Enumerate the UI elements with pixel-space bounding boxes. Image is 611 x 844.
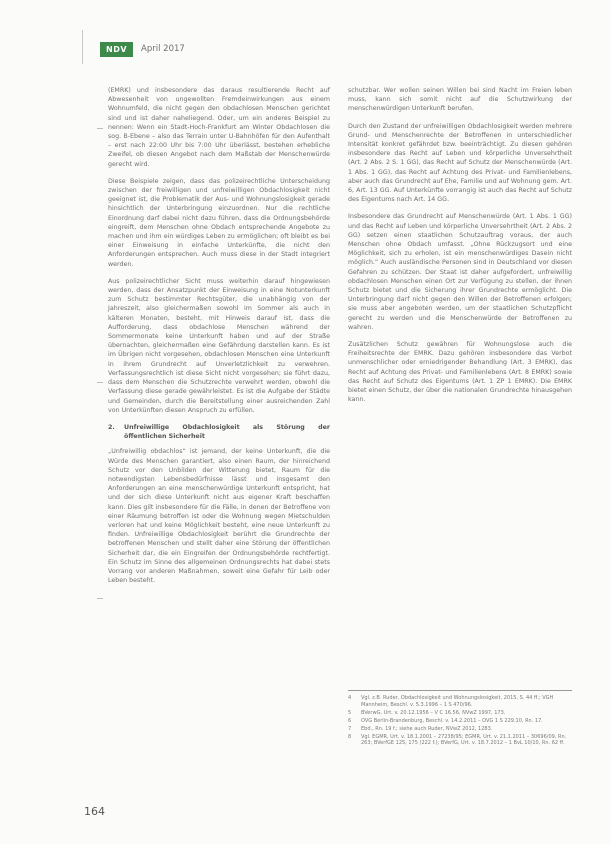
section-number: 2. — [108, 423, 115, 431]
right-column — [348, 86, 572, 413]
margin-mark — [97, 382, 103, 383]
margin-mark — [97, 598, 103, 599]
section-title: Unfreiwillige Obdachlosigkeit als Störung der öffentlichen Sicherheit — [124, 423, 330, 441]
paragraph: Zusätzlichen Schutz gewähren für Wohnungslose auch die Freiheitsrechte der EMRK. Dazu gehören insbesondere das Verbot unmenschlicher oder erniedrigender Behandlung (Art. 3 EMRK), das Recht auf Achtung des Privat- und Familienlebens (Art. 8 EMRK) sowie das Recht auf Schutz des Eigentums (Art. 1 ZP 1 EMRK). Die EMRK bietet einen Schutz, der über die nationalen Grundrechte hinausgehen kann. — [348, 341, 572, 404]
footnote: 5 BVerwG, Urt. v. 20.12.1956 – V C 16.56, NVwZ 1997, 173. — [348, 709, 506, 716]
paragraph: „Unfreiwillig obdachlos“ ist jemand, der keine Unterkunft, die die Würde des Menschen garantiert, also einen Raum, der hinreichend Schutz vor den Unbilden der Witterung bietet, Raum für die notwendigsten Lebensbedürfnisse lässt und insgesamt den Anforderungen an eine menschenwürdige Unterkunft entspricht, hat und der sich diese Unterkunft nicht aus eigener Kraft beschaffen kann. Dies gilt insbesondere für die Fälle, in denen der Betroffene von einer Räumung betroffen ist oder die Wohnung wegen Mietschulden verloren hat und keine Möglichkeit besteht, eine neue Unterkunft zu finden. Unfreiwillige Obdachlosigkeit berührt die Grundrechte der betroffenen Menschen und stellt daher eine Störung der öffentlichen Sicherheit dar, die ein Eingreifen der Ordnungsbehörde rechtfertigt. Ein Schutz im Sinne des allgemeinen Ordnungsrechts hat dabei stets Vorrang vor anderen Maßnahmen, soweit eine Gefahr für Leib oder Leben besteht. — [108, 448, 330, 585]
footnote: 8 Vgl. EGMR, Urt. v. 18.1.2001 – 27238/95; EGMR, Urt. v. 21.1.2011 – 30696/09, Rn. 263; BVerfGE 125, 175 (222 f.); BVerfG, Urt. v. 18.7.2012 – 1 BvL 10/10, Rn. 62 ff. — [348, 733, 567, 747]
margin-mark — [97, 128, 103, 129]
footnotes — [348, 690, 572, 748]
paragraph: Diese Beispiele zeigen, dass das polizeirechtliche Unterscheidung zwischen der freiwilligen und unfreiwilligen Obdachlosigkeit nicht geeignet ist, die Problematik der Aus- und Wohnungslosigkeit gerade hinsichtlich der Unterbringung einzuordnen. Nur die rechtliche Einordnung darf dabei nicht dazu führen, dass die Ordnungsbehörde eingreift, dem Menschen ohne Obdach entsprechende Angebote zu machen und ihm ein würdiges Leben zu ermöglichen; oft bleibt es bei einer Einweisung in einfache Unterkünfte, die nicht den Anforderungen entsprechen. Auch muss diese in der Stadt integriert werden. — [108, 177, 330, 268]
footnote: 6 OVG Berlin-Brandenburg, Beschl. v. 14.2.2011 – OVG 1 S 229.10, Rn. 17. — [348, 717, 543, 724]
paragraph: Durch den Zustand der unfreiwilligen Obdachlosigkeit werden mehrere Grund- und Menschenrechte der Betroffenen in unterschiedlicher Intensität konkret gefährdet bzw. beeinträchtigt. Zu diesen gehören insbesondere das Recht auf Leben und körperliche Unversehrtheit (Art. 2 Abs. 2 S. 1 GG), das Recht auf Schutz der Menschenwürde (Art. 1 Abs. 1 GG), das Recht auf Achtung des Privat- und Familienlebens, aber auch das Grundrecht auf Ehe, Familie und auf Wohnung gem. Art. 6, Art. 13 GG. Auf Unterkünfte vorrangig ist auch das Recht auf Schutz des Eigentums nach Art. 14 GG. — [348, 122, 572, 204]
paragraph: Insbesondere das Grundrecht auf Menschenwürde (Art. 1 Abs. 1 GG) und das Recht auf Leben und körperliche Unversehrtheit (Art. 2 Abs. 2 GG) setzen einen staatlichen Schutzauftrag voraus, der auch Menschen ohne Obdach umfasst. „Ohne Rückzugsort und eine Möglichkeit, sich zu erholen, ist ein menschenwürdiges Dasein nicht möglich.“ Auch ausländische Personen sind in Deutschland vor diesen Gefahren zu schützen. Der Staat ist daher aufgefordert, unfreiwillig obdachlosen Menschen einen Ort zur Verfügung zu stellen, der ihnen Schutz bietet und die Sicherung ihrer Grundrechte ermöglicht. Die Unterbringung darf nicht gegen den Willen der Betroffenen erfolgen; sie muss aber angeboten werden, um der staatlichen Schutzpflicht gerecht zu werden und die Menschenwürde der Betroffenen zu wahren. — [348, 213, 572, 331]
issue-date: April 2017 — [141, 44, 185, 54]
header-rule — [82, 30, 83, 64]
footnote: 7 Ebd., Rn. 19 f.; siehe auch Ruder, NVwZ 2012, 1283. — [348, 725, 493, 732]
paragraph: schutzbar. Wer wollen seinen Willen bei sind Nacht im Freien leben muss, kann sich somit nicht auf die Schutzwirkung der menschenwürdigen Unterkunft berufen. — [348, 87, 572, 113]
left-column — [108, 86, 330, 593]
footnote: 4 Vgl. z.B. Ruder, Obdachlosigkeit und Wohnungslosigkeit, 2015, S. 44 ff.; VGH Mannheim, Beschl. v. 5.3.1996 – 1 S 470/96. — [348, 695, 554, 708]
journal-badge: NDV — [100, 42, 133, 57]
section-heading — [108, 423, 330, 441]
paragraph: Aus polizeirechtlicher Sicht muss weiterhin darauf hingewiesen werden, dass der Ansatzpunkt der Einweisung in eine Notunterkunft zum Schutz bestimmter Rechtsgüter, die unabhängig von der Jahreszeit, also gleichermaßen sowohl im Sommer als auch in kälteren Monaten, besteht, mit Hinweis darauf ist, dass die Aufforderung, dass obdachlose Menschen während der Sommermonate keine Unterkunft haben und auf der Straße übernachten, gleichermaßen eine Gefährdung darstellen kann. Es ist im Übrigen nicht vorgesehen, obdachlosen Menschen eine Unterkunft in ihrem Grundrecht auf Unverletzlichkeit zu verwehren. Verfassungsrechtlich ist diese Sicht nicht vorgesehen; sie führt dazu, dass dem Menschen die Schutzrechte verwehrt werden, obwohl die Verfassung diese gerade gewährleistet. Es ist die Aufgabe der Städte und Gemeinden, durch die Bereitstellung einer ausreichenden Zahl von Unterkünften diesen Anspruch zu erfüllen. — [108, 277, 330, 414]
page-header — [100, 41, 185, 57]
paragraph: (EMRK) und insbesondere das daraus resultierende Recht auf Abwesenheit von ungewollten Fremdeinwirkungen aus einem Wohnumfeld, die nicht gegen den obdachlosen Menschen gerichtet sind und ist daher naheliegend. Oder, um ein anderes Beispiel zu nennen: Wenn ein Stadt-Hoch-Frankfurt am Winter Obdachlosen die sog. B-Ebene – also das Terrain unter U-Bahnhöfen für den Aufenthalt – erst nach 22:00 Uhr bis 7:00 Uhr überlässt, bestehen erhebliche Zweifel, ob diesen Angebot nach dem Maßstab der Menschenwürde gerecht wird. — [108, 87, 330, 168]
page-number: 164 — [84, 805, 105, 818]
